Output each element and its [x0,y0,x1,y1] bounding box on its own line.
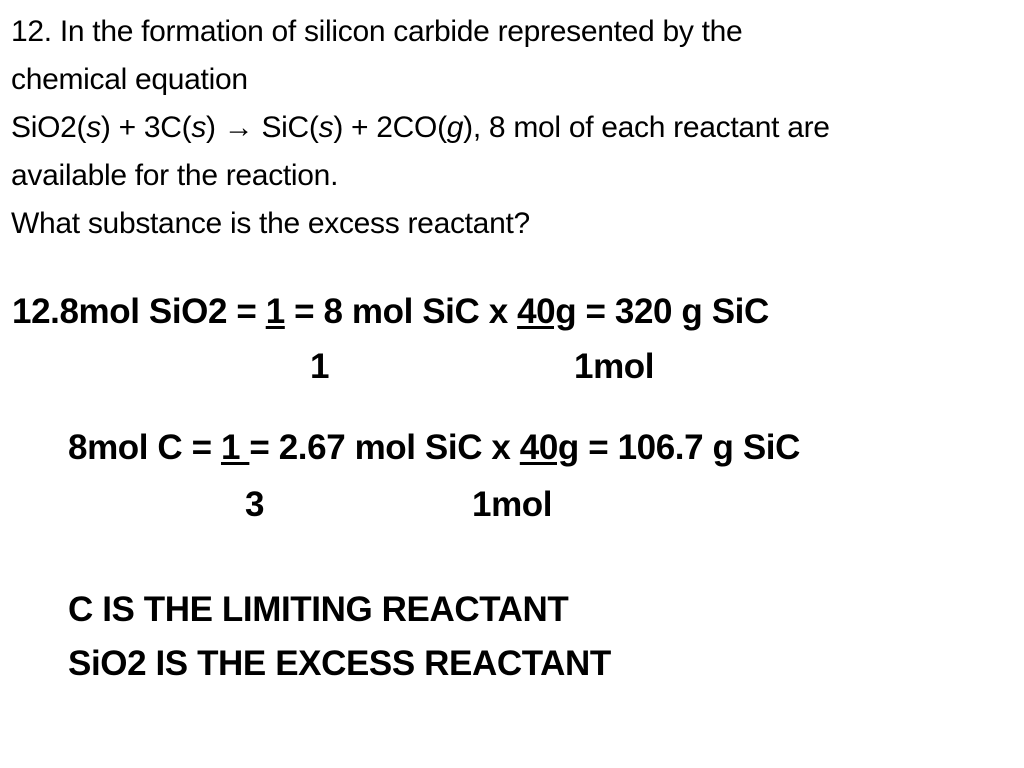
calculation-main-line [12,292,769,332]
question-prompt: What substance is the excess reactant? [11,207,530,240]
state-symbol: s [318,111,334,144]
calculation-middle: = 8 mol SiC x [284,292,518,331]
state-symbol: s [191,111,207,144]
molar-mass-denominator: 1mol [472,485,553,524]
limiting-reactant-statement: C IS THE LIMITING REACTANT [68,590,569,629]
chemical-equation [11,104,1011,152]
calculation-middle: = 2.67 mol SiC x [249,428,520,467]
question-line: chemical equation [11,63,248,96]
equation-text: ), 8 mol of each reactant are [463,111,830,144]
equation-text: ) + 2CO( [333,111,447,144]
state-symbol: g [446,111,464,144]
calculation-lead: 12.8mol SiO2 = [12,292,266,331]
calculation-result: = 320 g SiC [576,292,769,331]
excess-reactant-statement: SiO2 IS THE EXCESS REACTANT [68,644,611,683]
calculation-lead: 8mol C = [68,428,221,467]
mole-ratio-denominator: 3 [245,485,265,524]
mole-ratio-numerator: 1 [220,428,250,467]
question-line: 12. In the formation of silicon carbide represented by the [11,15,743,48]
equation-text: ) + 3C( [100,111,192,144]
conclusion [68,583,611,691]
calculation-result: = 106.7 g SiC [578,428,800,467]
mole-ratio-denominator: 1 [310,347,330,386]
equation-text: ) → SiC( [206,111,319,144]
equation-text: SiO2( [11,111,87,144]
molar-mass-denominator: 1mol [574,347,655,386]
question-line: available for the reaction. [11,159,339,192]
state-symbol: s [86,111,101,144]
mole-ratio-numerator: 1 [265,292,285,331]
molar-mass-numerator: 40g [517,292,577,331]
molar-mass-numerator: 40g [519,428,579,467]
question-text [11,8,1011,248]
calculation-main-line [68,428,800,468]
